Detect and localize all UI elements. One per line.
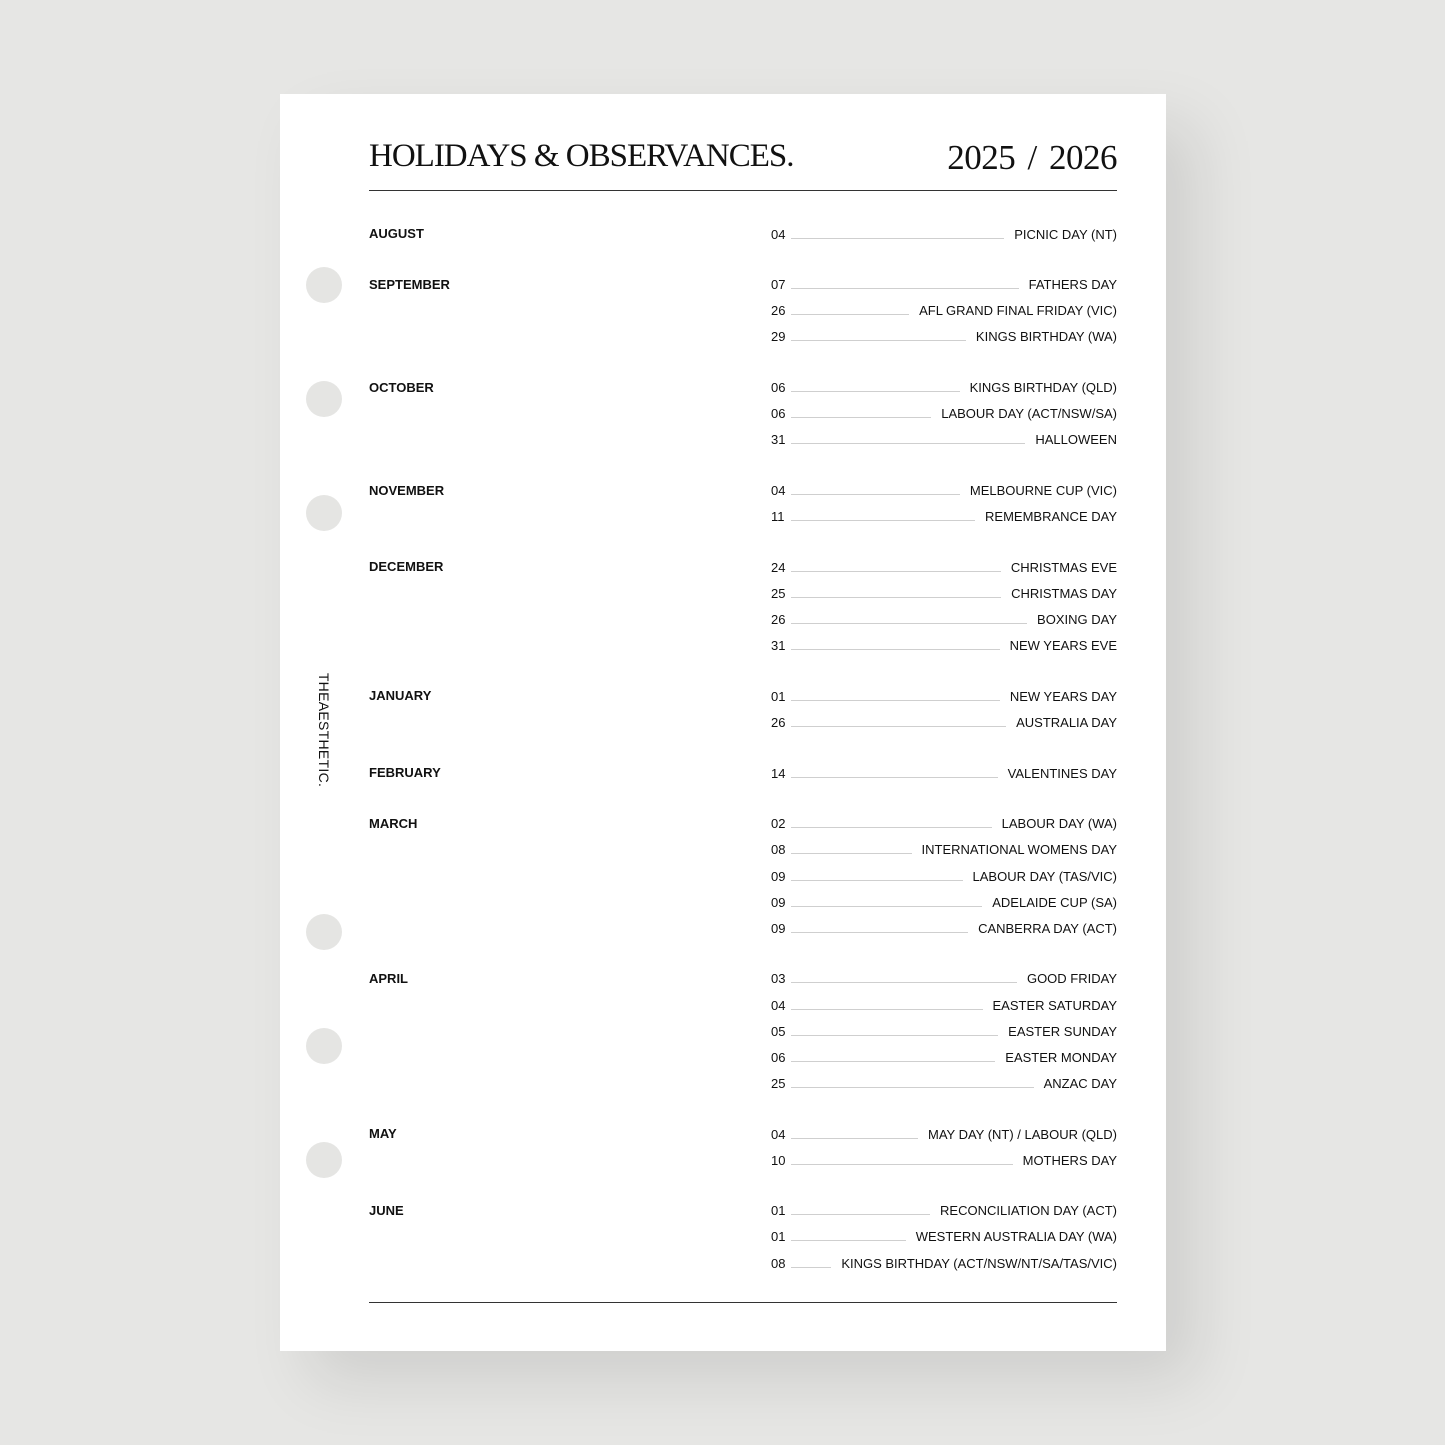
- leader-line: [791, 1087, 1034, 1088]
- holiday-name: KINGS BIRTHDAY (WA): [975, 329, 1117, 345]
- holiday-day: 04: [771, 483, 786, 498]
- leader-line: [791, 649, 1000, 650]
- holiday-day: 26: [771, 612, 786, 627]
- leader-line: [791, 391, 960, 392]
- holiday-day: 07: [771, 277, 786, 293]
- holiday-row: [771, 713, 1117, 731]
- holiday-name: ANZAC DAY: [1043, 1075, 1117, 1091]
- holiday-row: [771, 970, 1117, 988]
- holiday-day: 26: [771, 714, 786, 730]
- leader-line: [791, 853, 912, 854]
- leader-line: [791, 238, 1004, 239]
- leader-line: [791, 1035, 998, 1036]
- punch-hole: [306, 1028, 342, 1064]
- holiday-name: BOXING DAY: [1037, 612, 1117, 627]
- holiday-day: 31: [771, 638, 786, 654]
- holiday-row: [771, 302, 1117, 320]
- holiday-row: [771, 919, 1117, 937]
- holiday-day: 02: [771, 816, 786, 832]
- holiday-name: EASTER SATURDAY: [992, 997, 1117, 1013]
- holiday-day: 04: [771, 226, 786, 242]
- holiday-day: 06: [771, 406, 786, 422]
- holiday-row: [771, 328, 1117, 346]
- leader-line: [791, 726, 1006, 727]
- punch-hole: [306, 381, 342, 417]
- holiday-day: 01: [771, 1229, 786, 1245]
- holiday-row: [771, 584, 1117, 602]
- holiday-row: [771, 1228, 1117, 1246]
- holiday-day: 08: [771, 1255, 786, 1271]
- holiday-name: REMEMBRANCE DAY: [985, 509, 1117, 525]
- month-label: MARCH: [369, 815, 418, 831]
- holiday-row: [771, 637, 1117, 655]
- holiday-day: 25: [771, 585, 786, 601]
- leader-line: [791, 597, 1001, 598]
- holiday-name: LABOUR DAY (WA): [1001, 816, 1117, 832]
- holiday-row: [771, 225, 1117, 243]
- holiday-name: MAY DAY (NT) / LABOUR (QLD): [927, 1126, 1117, 1142]
- month-label: SEPTEMBER: [369, 276, 450, 292]
- holiday-name: MOTHERS DAY: [1022, 1152, 1117, 1168]
- holiday-row: [771, 1074, 1117, 1092]
- leader-line: [791, 777, 998, 778]
- holiday-day: 14: [771, 765, 786, 781]
- holiday-name: VALENTINES DAY: [1007, 765, 1117, 781]
- holiday-name: CHRISTMAS DAY: [1011, 585, 1117, 601]
- holiday-day: 09: [771, 894, 786, 910]
- holiday-day: 04: [771, 997, 786, 1013]
- holiday-name: ADELAIDE CUP (SA): [992, 894, 1117, 910]
- holiday-row: [771, 1022, 1117, 1040]
- month-label: APRIL: [369, 970, 408, 986]
- holiday-name: AFL GRAND FINAL FRIDAY (VIC): [919, 303, 1117, 319]
- holiday-name: LABOUR DAY (ACT/NSW/SA): [941, 406, 1117, 422]
- holiday-day: 09: [771, 868, 786, 884]
- page-header: [369, 138, 1117, 191]
- holiday-name: RECONCILIATION DAY (ACT): [940, 1203, 1117, 1219]
- leader-line: [791, 906, 982, 907]
- holiday-day: 11: [771, 509, 785, 525]
- leader-line: [791, 417, 931, 418]
- holiday-day: 01: [771, 688, 786, 704]
- holiday-name: HALLOWEEN: [1035, 432, 1117, 448]
- brand-label: THEAESTHETIC.: [316, 672, 332, 788]
- holiday-name: GOOD FRIDAY: [1026, 971, 1117, 987]
- holiday-day: 10: [771, 1152, 786, 1168]
- holiday-row: [771, 1125, 1117, 1143]
- punch-hole: [306, 1142, 342, 1178]
- holiday-row: [771, 687, 1117, 705]
- holiday-row: [771, 508, 1117, 526]
- holiday-day: 04: [771, 1126, 786, 1142]
- leader-line: [791, 1009, 983, 1010]
- punch-hole: [306, 267, 342, 303]
- holiday-day: 06: [771, 380, 786, 396]
- holiday-day: 25: [771, 1075, 786, 1091]
- holiday-name: PICNIC DAY (NT): [1014, 226, 1117, 242]
- holiday-name: KINGS BIRTHDAY (QLD): [969, 380, 1117, 396]
- leader-line: [791, 982, 1017, 983]
- leader-line: [791, 1240, 906, 1241]
- holiday-name: EASTER SUNDAY: [1008, 1023, 1117, 1039]
- leader-line: [791, 314, 909, 315]
- holiday-row: [771, 405, 1117, 423]
- leader-line: [791, 340, 966, 341]
- holiday-day: 09: [771, 920, 786, 936]
- leader-line: [791, 443, 1025, 444]
- holiday-day: 31: [771, 432, 786, 448]
- holiday-name: FATHERS DAY: [1028, 277, 1117, 293]
- holiday-row: [771, 867, 1117, 885]
- holiday-row: [771, 611, 1117, 629]
- holiday-name: CHRISTMAS EVE: [1010, 559, 1117, 575]
- holiday-day: 29: [771, 329, 786, 345]
- leader-line: [791, 827, 992, 828]
- leader-line: [791, 1164, 1013, 1165]
- leader-line: [791, 1267, 831, 1268]
- holiday-name: NEW YEARS EVE: [1009, 638, 1117, 654]
- leader-line: [791, 571, 1001, 572]
- footer-divider: [369, 1302, 1117, 1303]
- holiday-row: [771, 764, 1117, 782]
- year-range: 2025 / 2026: [947, 138, 1117, 177]
- holiday-name: KINGS BIRTHDAY (ACT/NSW/NT/SA/TAS/VIC): [841, 1255, 1117, 1271]
- month-label: OCTOBER: [369, 379, 434, 395]
- holiday-day: 06: [771, 1049, 786, 1065]
- month-label: FEBRUARY: [369, 765, 441, 781]
- leader-line: [791, 1214, 930, 1215]
- leader-line: [791, 288, 1019, 289]
- holiday-row: [771, 815, 1117, 833]
- holiday-day: 26: [771, 303, 786, 319]
- month-label: MAY: [369, 1126, 397, 1141]
- holiday-row: [771, 1202, 1117, 1220]
- leader-line: [791, 494, 960, 495]
- holiday-day: 05: [771, 1023, 786, 1039]
- leader-line: [791, 1138, 918, 1139]
- leader-line: [791, 623, 1027, 624]
- holiday-name: WESTERN AUSTRALIA DAY (WA): [915, 1229, 1117, 1245]
- holiday-row: [771, 431, 1117, 449]
- month-label: AUGUST: [369, 226, 424, 241]
- leader-line: [791, 520, 975, 521]
- holiday-name: NEW YEARS DAY: [1009, 688, 1117, 704]
- leader-line: [791, 1061, 995, 1062]
- holiday-row: [771, 841, 1117, 859]
- holiday-name: CANBERRA DAY (ACT): [978, 920, 1117, 936]
- holiday-row: [771, 1151, 1117, 1169]
- month-label: JANUARY: [369, 688, 432, 704]
- holiday-day: 08: [771, 842, 786, 858]
- holiday-row: [771, 482, 1117, 500]
- leader-line: [791, 700, 1000, 701]
- punch-hole: [306, 495, 342, 531]
- holiday-day: 24: [771, 559, 786, 575]
- page-title: HOLIDAYS & OBSERVANCES.: [369, 138, 794, 174]
- month-label: JUNE: [369, 1202, 404, 1218]
- holiday-row: [771, 996, 1117, 1014]
- holiday-name: LABOUR DAY (TAS/VIC): [972, 868, 1117, 884]
- holiday-day: 01: [771, 1203, 786, 1219]
- holiday-row: [771, 1254, 1117, 1272]
- holiday-row: [771, 558, 1117, 576]
- holiday-name: EASTER MONDAY: [1005, 1049, 1117, 1065]
- holiday-name: MELBOURNE CUP (VIC): [969, 483, 1117, 498]
- planner-page: [280, 94, 1166, 1351]
- holiday-row: [771, 379, 1117, 397]
- holiday-name: INTERNATIONAL WOMENS DAY: [921, 842, 1117, 858]
- holiday-name: AUSTRALIA DAY: [1016, 714, 1117, 730]
- punch-hole: [306, 914, 342, 950]
- month-label: DECEMBER: [369, 559, 444, 575]
- holiday-row: [771, 893, 1117, 911]
- holiday-row: [771, 1048, 1117, 1066]
- holiday-row: [771, 276, 1117, 294]
- month-label: NOVEMBER: [369, 482, 445, 498]
- holiday-day: 03: [771, 971, 786, 987]
- leader-line: [791, 880, 963, 881]
- leader-line: [791, 932, 968, 933]
